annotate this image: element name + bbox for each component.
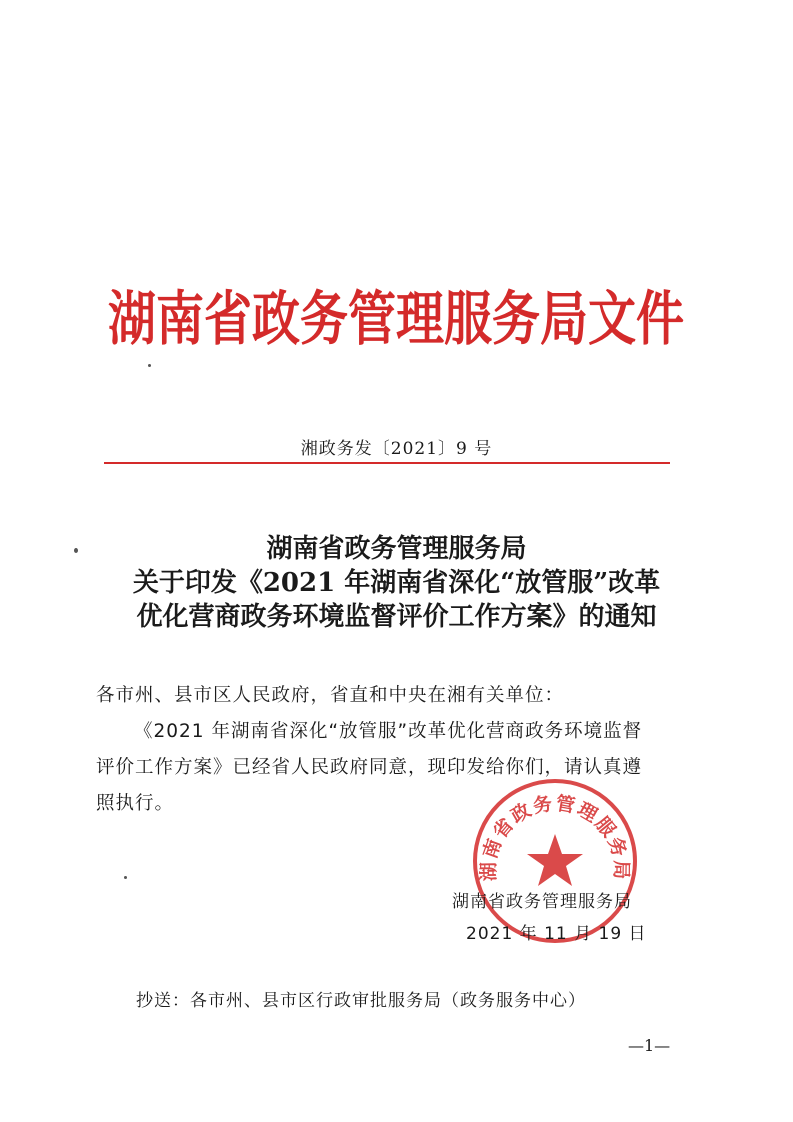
- seal-text: 湖南省政务管理服务局: [477, 792, 633, 882]
- page-number: —1—: [628, 1036, 671, 1055]
- notice-title: [0, 532, 793, 634]
- signature-date: 2021 年 11 月 19 日: [466, 924, 647, 944]
- addressee-line: 各市州、县市区人民政府，省直和中央在湘有关单位：: [96, 685, 565, 706]
- title-line-2: 关于印发《2021 年湖南省深化“放管服”改革: [132, 568, 661, 598]
- document-number: 湘政务发〔2021〕9 号: [300, 439, 493, 459]
- masthead-title: 湖南省政务管理服务局文件: [108, 285, 685, 354]
- signature-organization: 湖南省政务管理服务局: [452, 892, 632, 912]
- signature-block: [452, 886, 672, 950]
- scan-speck: [74, 548, 78, 553]
- scan-speck: [124, 876, 127, 879]
- scan-speck: [148, 364, 151, 367]
- body-line-1: 《2021 年湖南省深化“放管服”改革优化营商政务环境监督: [134, 721, 643, 742]
- carbon-copy-line: 抄送：各市州、县市区行政审批服务局（政务服务中心）: [136, 991, 586, 1011]
- body-line-2: 评价工作方案》已经省人民政府同意，现印发给你们，请认真遵: [96, 757, 643, 778]
- body-line-3: 照执行。: [96, 793, 175, 814]
- title-line-1: 湖南省政务管理服务局: [266, 534, 527, 564]
- title-line-3: 优化营商政务环境监督评价工作方案》的通知: [136, 602, 657, 632]
- seal-star-icon: [527, 834, 583, 886]
- red-divider-line: [104, 462, 670, 464]
